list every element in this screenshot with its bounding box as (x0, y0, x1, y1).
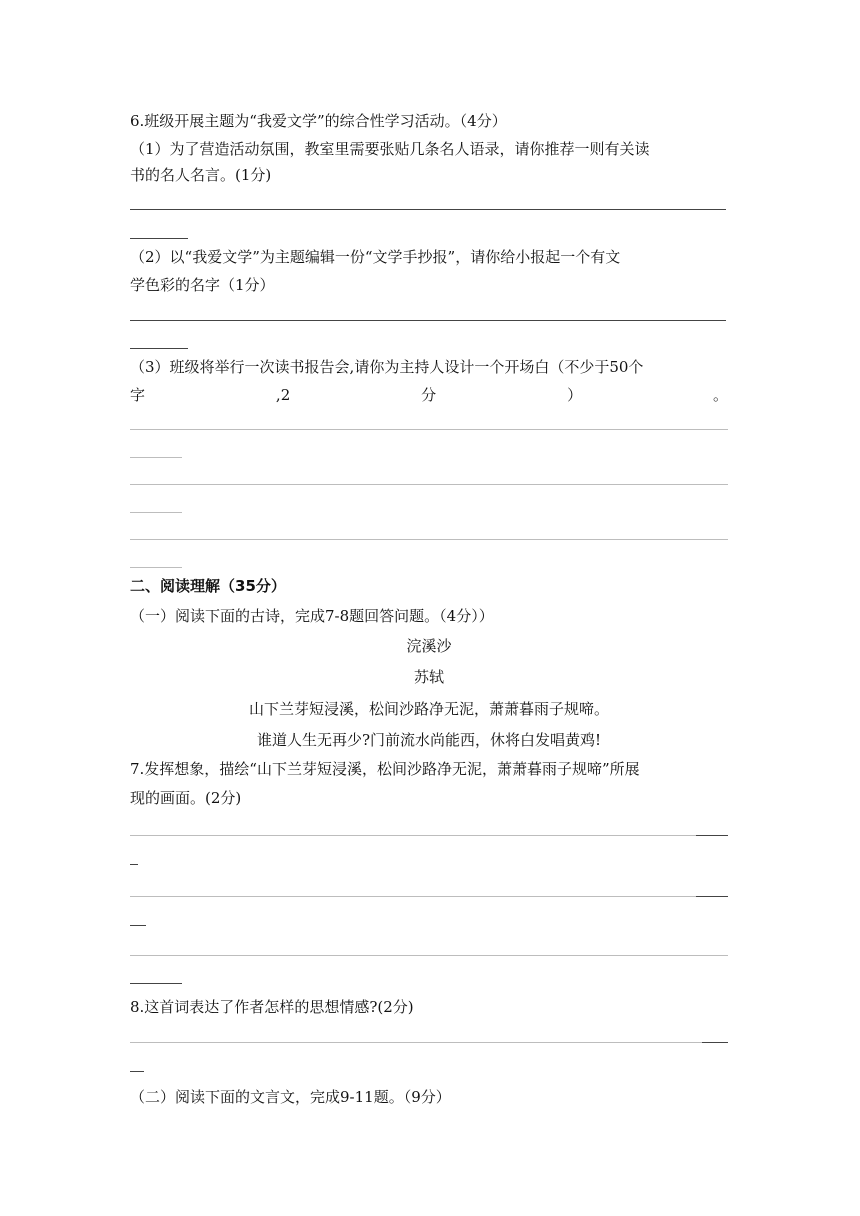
section-heading: 二、阅读理解（35分） (130, 577, 286, 595)
question-6-title: 6.班级开展主题为“我爱文学”的综合性学习活动。（4分） (130, 112, 507, 130)
answer-line-end[interactable] (696, 896, 728, 897)
poem-line-1: 山下兰芽短浸溪，松间沙路净无泥，萧萧暮雨子规啼。 (248, 700, 609, 718)
question-6-part1-line1: （1）为了营造活动氛围，教室里需要张贴几条名人语录，请你推荐一则有关读 (130, 140, 650, 158)
part1-intro: （一）阅读下面的古诗，完成7-8题回答问题。（4分）） (130, 607, 494, 625)
question-7-line2: 现的画面。(2分) (130, 789, 242, 807)
poem-author: 苏轼 (413, 668, 444, 686)
answer-line-tail[interactable] (130, 512, 182, 513)
poem-line-2: 谁道人生无再少?门前流水尚能西，休将白发唱黄鸡! (256, 731, 602, 749)
answer-line-tail[interactable] (130, 864, 138, 865)
justified-fragment: ） (567, 386, 583, 404)
answer-line[interactable] (130, 429, 728, 430)
question-7-line1: 7.发挥想象，描绘“山下兰芽短浸溪，松间沙路净无泥，萧萧暮雨子规啼”所展 (130, 760, 640, 778)
poem-title: 浣溪沙 (406, 637, 452, 655)
answer-line-tail[interactable] (130, 238, 188, 239)
answer-line[interactable] (130, 539, 728, 540)
answer-line-tail[interactable] (130, 983, 182, 984)
justified-fragment: 。 (712, 386, 728, 404)
justified-fragment: ,2 (275, 386, 291, 404)
answer-line[interactable] (130, 320, 726, 321)
answer-line-tail[interactable] (130, 348, 188, 349)
answer-line-tail[interactable] (130, 457, 182, 458)
answer-line-tail[interactable] (130, 925, 146, 926)
answer-line-tail[interactable] (130, 1071, 144, 1072)
answer-line[interactable] (130, 955, 728, 956)
answer-line[interactable] (130, 1042, 702, 1043)
question-6-part2-line1: （2）以“我爱文学”为主题编辑一份“文学手抄报”，请你给小报起一个有文 (130, 248, 621, 266)
answer-line-end[interactable] (702, 1042, 728, 1043)
question-6-part1-line2: 书的名人名言。(1分) (130, 166, 272, 184)
answer-line-tail[interactable] (130, 567, 182, 568)
justified-fragment: 分 (421, 386, 437, 404)
answer-line[interactable] (130, 209, 726, 210)
answer-line[interactable] (130, 835, 696, 836)
answer-line-end[interactable] (696, 835, 728, 836)
question-6-part3-line1: （3）班级将举行一次读书报告会,请你为主持人设计一个开场白（不少于50个 (130, 358, 644, 376)
question-6-part3-line2 (130, 385, 728, 405)
justified-fragment: 字 (130, 386, 146, 404)
answer-line[interactable] (130, 484, 728, 485)
question-6-part2-line2: 学色彩的名字（1分） (130, 276, 275, 294)
part2-intro: （二）阅读下面的文言文，完成9-11题。（9分） (130, 1088, 451, 1106)
question-8: 8.这首词表达了作者怎样的思想情感?(2分) (130, 998, 414, 1016)
answer-line[interactable] (130, 896, 696, 897)
